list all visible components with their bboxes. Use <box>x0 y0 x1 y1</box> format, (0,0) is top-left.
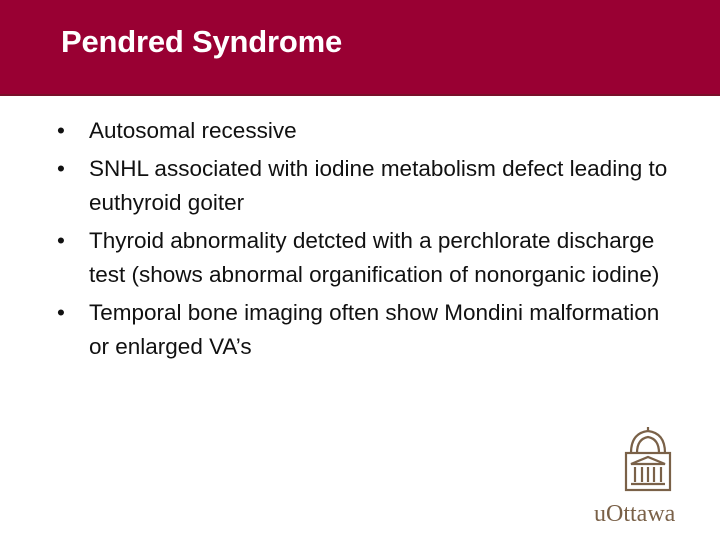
slide-title: Pendred Syndrome <box>61 24 343 59</box>
uottawa-logo <box>588 423 708 533</box>
bullet-marker: • <box>57 118 65 143</box>
bullet-list <box>57 114 677 368</box>
bullet-text: Autosomal recessive <box>89 118 297 143</box>
logo-wordmark: uOttawa <box>594 501 676 527</box>
bullet-item <box>57 296 677 364</box>
bullet-item <box>57 152 677 220</box>
bullet-item <box>57 114 677 148</box>
bullet-item <box>57 224 677 292</box>
bullet-marker: • <box>57 228 65 253</box>
bullet-text: Thyroid abnormality detcted with a perchlorate discharge test (shows abnormal organification of nonorganic iodine) <box>89 228 660 287</box>
bullet-text: SNHL associated with iodine metabolism defect leading to euthyroid goiter <box>89 156 668 215</box>
bullet-text: Temporal bone imaging often show Mondini malformation or enlarged VA’s <box>89 300 660 359</box>
title-bar <box>0 0 720 96</box>
bullet-marker: • <box>57 156 65 181</box>
university-building-icon <box>623 423 673 493</box>
bullet-marker: • <box>57 300 65 325</box>
